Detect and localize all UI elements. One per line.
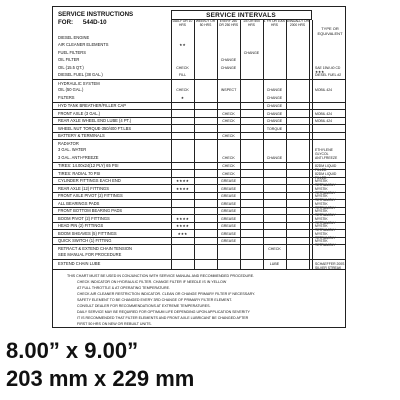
table-row [53,229,345,240]
interval-cell: INSPECT [220,88,237,93]
interval-cell: ★★ [179,43,186,48]
type-header: TYPE OR EQUIVALENT [317,26,343,36]
service-item-label: REAR AXLE (12) FITTINGS [58,185,109,191]
service-item-label: REAR AXLE WHEEL END LUBE (4 PT.) [58,118,132,123]
lubricant-type: ETHYLENE GLYCOL [315,148,333,156]
interval-cell: TORQUE [266,126,283,131]
service-item-label: WHEEL NUT TORQUE-350/400 FT.LBS [58,125,132,131]
table-row [53,154,345,162]
lubricant-type: MYSTIK TETRAMOLY [315,209,336,217]
table-row [53,214,345,225]
table-row [53,252,345,260]
table-row [53,87,345,95]
service-item-label: FRONT BOTTOM BEARING PADS [58,208,123,213]
lubricant-type: MYSTIK TETRAMOLY [315,201,336,210]
interval-cell: CHANGE [220,58,237,63]
interval-cell: CHECK [176,65,189,70]
table-row [53,244,345,252]
interval-column-header: EVERY 250 OR 250 HRS [218,19,239,27]
service-item-label: 3 GAL. ANTI-FREEZE [58,154,99,160]
table-row [53,94,345,102]
interval-cell: CHECK [222,155,235,160]
for-label: FOR: [58,19,74,26]
service-item-label: QUICK SWITCH (1) FITTING [58,238,112,243]
table-row [53,124,345,132]
table-row [53,42,345,50]
lubricant-type: MYSTIK TETRAMOLY [315,179,336,187]
interval-cell: CHECK [222,164,235,169]
interval-cell: LUBE [269,261,280,266]
lubricant-type: 82DM LIQUID FILLED [315,171,337,180]
interval-cell: GREASE [221,186,236,191]
lubricant-type: MYSTIK TETRAMOLY [315,224,336,232]
table-row [53,259,345,270]
interval-cell: CHECK [222,171,235,176]
lubricant-type: SAE 15W-40 CD ★★★ [315,65,341,74]
table-row [53,109,345,117]
service-item-label: DIESEL FUEL (38 GAL.) [58,72,103,77]
interval-cell: ★★★★ [176,186,189,191]
service-item-label: FILTERS [58,94,75,100]
lubricant-type: MOBIL 424 [315,88,333,92]
lubricant-type: DIESEL FUEL #2 [315,73,342,77]
note-line: FIRST 50 HRS ON NEW OR REBUILT UNITS. [77,322,152,326]
service-item-label: TIRES: 14.00x24(12 PLY) 65 PSI [58,163,119,168]
table-row [53,79,345,87]
service-item-label: DIESEL ENGINE [58,34,90,40]
model-number: 544D-10 [82,19,107,26]
service-item-label: AIR CLEANER ELEMENTS [58,42,109,47]
service-item-label: BOOM PIVOT (2) FITTINGS [58,215,110,221]
interval-cell: CHANGE [266,155,283,160]
size-metric: 203 mm x 229 mm [6,366,195,391]
table-row [53,177,345,185]
interval-cell: CHANGE [243,50,260,55]
lubricant-type: SCHAEFFER 200S SILVER STREAK [315,261,345,270]
service-item-label: RADIATOR [58,140,79,146]
note-line: CONSULT DEALER FOR RECOMMENDATIONS AT EXTREME TEMPERATURES. [77,304,211,308]
note-line: CHECK INDICATOR ON HYDRAULIC FILTER. CHANGE FILTER IF NEEDLE IS IN YELLOW [77,280,227,284]
table-row [53,132,345,140]
table-row [53,57,345,65]
interval-column-header: 1 YR OR 1000 HRS [263,19,286,27]
table-row [53,184,345,195]
notes-section [53,269,345,326]
service-item-label: OIL (50 GAL.) [58,87,84,92]
note-line: THIS CHART MUST BE USED IN CONJUNCTION WITH SERVICE MANUAL AND RECOMMENDED PROCEDURE. [67,274,255,278]
interval-cell: CHANGE [220,65,237,70]
table-row [53,169,345,180]
interval-cell: CHANGE [266,88,283,93]
service-item-label: BATTERY & TERMINALS [58,133,105,138]
note-line: SAFETY ELEMENT TO BE CHANGED EVERY 3RD CHANGE OF PRIMARY FILTER ELEMENT. [77,298,232,302]
table-row [53,72,345,80]
lubricant-type: MYSTIK TETRAMOLY [315,194,336,202]
service-item-label: BOOM SHEAVES (5) FITTINGS [58,230,117,236]
interval-cell: CHECK [268,246,281,251]
service-item-label: ALL BEARINGS PADS [58,200,100,206]
table-row [53,199,345,210]
service-item-label: EXTEND CHAIN LUBE [58,260,101,266]
decal-title: SERVICE INSTRUCTIONS [58,11,134,18]
lubricant-type: MYSTIK TETRAMOLY [315,231,336,240]
service-item-label: HYDRAULIC SYSTEM [58,80,100,86]
decal-model [58,19,107,26]
table-row [53,102,345,110]
lubricant-type: 82DM LIQUID FILLED [315,164,337,172]
lubricant-type: MYSTIK TETRAMOLY [315,186,336,195]
service-item-label: 3 GAL. WATER [58,147,87,152]
lubricant-type: MOBIL 424 [315,119,333,123]
interval-cell: CHECK [222,119,235,124]
interval-cell: GREASE [221,216,236,221]
service-item-label: OIL (15.5 QT.) [58,64,84,70]
size-imperial: 8.00” x 9.00” [6,338,139,363]
interval-cell: FILL [178,73,187,78]
service-item-label: HYD TANK BREATHER/FILLER CAP [58,103,127,108]
interval-cell: ★★★ [177,231,188,236]
interval-cell: GREASE [221,179,236,184]
table-row [53,162,345,170]
table-row [53,34,345,42]
lubricant-type: ANTI-FREEZE [315,155,338,160]
note-line: DAILY SERVICE MAY BE REQUIRED FOR OPTIMUM LIFE DEPENDING UPON APPLICATION SEVERITY [77,310,250,314]
service-item-label: SEE MANUAL FOR PROCEDURE [58,252,122,257]
service-item-label: FUEL FILTERS [58,49,86,55]
interval-column-header: WEEKLY OR 50 HRS [195,19,216,27]
table-row [53,117,345,125]
table-row [53,49,345,57]
interval-column-header: ANNUALLY OR 2000 HRS [286,19,309,27]
interval-cell: GREASE [221,239,236,244]
interval-cell: GREASE [221,194,236,199]
intervals-title: SERVICE INTERVALS [206,12,276,19]
interval-cell: CHANGE [266,104,283,109]
interval-cell: ★★★★ [176,224,189,229]
lubricant-type: MOBIL 424 [315,111,333,116]
table-row [53,222,345,230]
service-item-label: RETRACT & EXTEND CHAIN TENSION [58,245,133,251]
interval-cell: CHECK [176,88,189,93]
service-item-label: TIRES: RADIAL 70 PSI [58,170,101,176]
interval-cell: GREASE [221,209,236,214]
table-row [53,207,345,215]
interval-cell: CHECK [222,111,235,116]
lubricant-type: MYSTIK TETRAMOLY [315,216,336,225]
interval-cell: ★★★★ [176,216,189,221]
interval-cell: GREASE [221,201,236,206]
table-row [53,147,345,155]
interval-cell: CHANGE [266,95,283,100]
interval-cell: ★ [180,95,185,100]
interval-column-header: 1/4 OR 500 HRS [243,19,260,27]
note-line: CHECK AIR CLEANER RESTRICTION INDICATOR. CLEAN OR CHANGE PRIMARY FILTER IF NECESSARY. [77,292,256,296]
interval-cell: CHECK [222,134,235,139]
note-line: AT FULL THROTTLE & AT OPERATING TEMPERATURE. [77,286,170,290]
service-item-label: FRONT AXLE (3 GAL.) [58,110,101,116]
table-row [53,192,345,200]
service-instructions-decal [52,6,346,328]
table-row [53,139,345,147]
service-item-label: OIL FILTER [58,57,80,62]
service-item-label: HEAD PIN (2) FITTINGS [58,223,104,228]
note-line: IT IS RECOMMENDED THAT FILTER ELEMENTS AND FRONT AXLE LUBRICANT BE CHANGED AFTER [77,316,249,320]
interval-cell: GREASE [221,224,236,229]
interval-cell: GREASE [221,231,236,236]
interval-column-header: DAILY OR 10 HRS [172,19,193,27]
service-item-label: FRONT AXLE PIVOT (2) FITTINGS [58,193,123,198]
interval-cell: CHANGE [266,119,283,124]
service-item-label: CYLINDER FITTINGS EACH END [58,178,121,183]
interval-cell: ★★★★ [176,179,189,184]
interval-cell: CHANGE [266,111,283,116]
table-row [53,64,345,72]
table-row [53,237,345,245]
lubricant-type: MYSTIK TETRAMOLY [315,239,336,247]
